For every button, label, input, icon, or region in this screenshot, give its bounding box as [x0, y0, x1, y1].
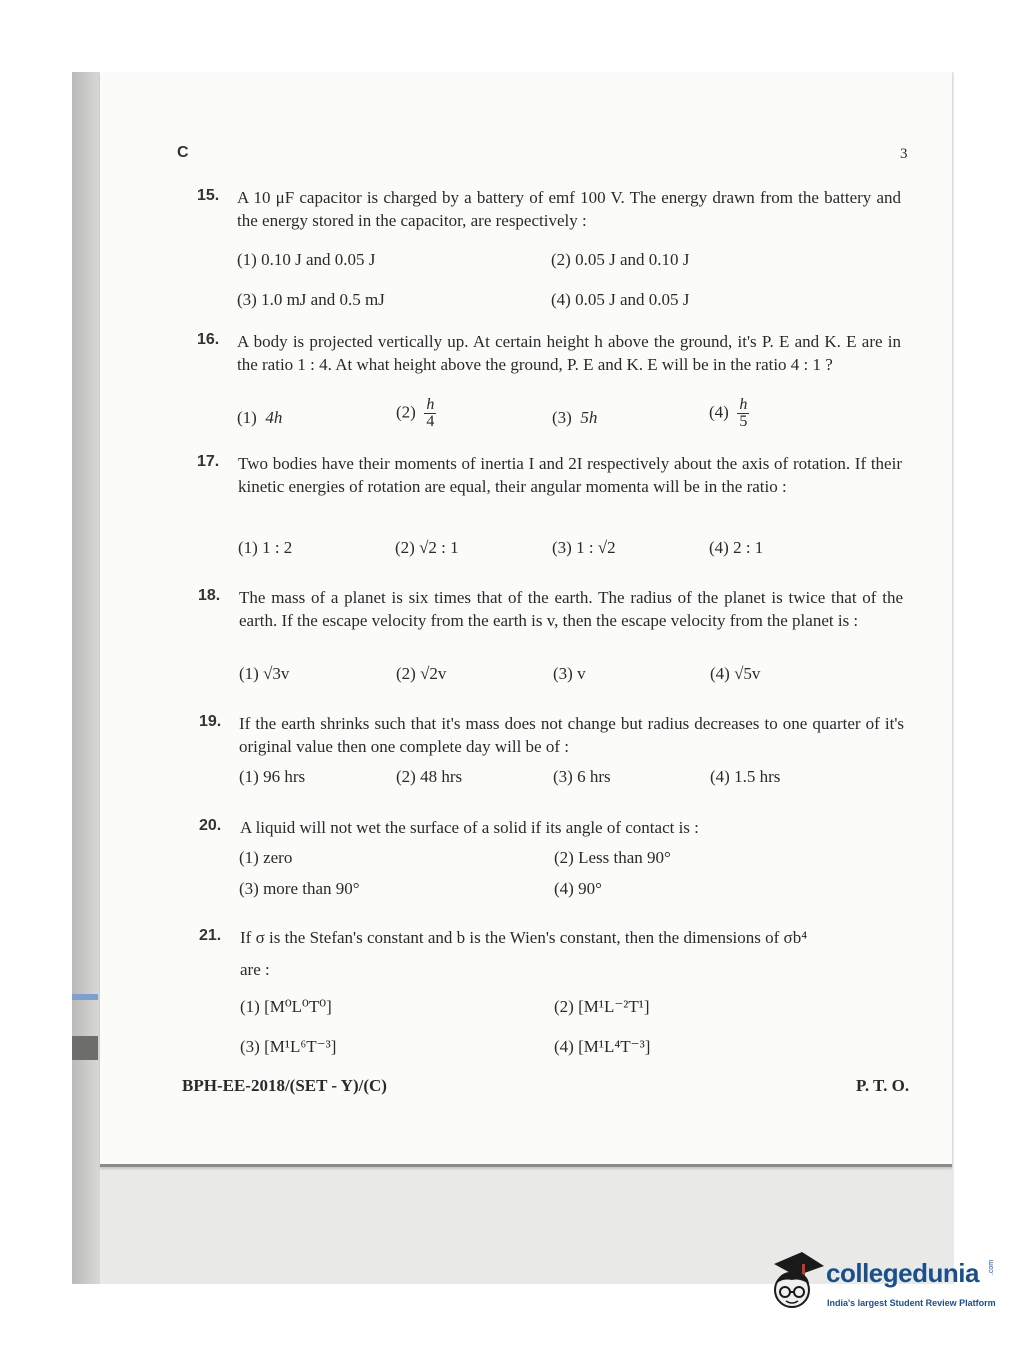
paper-code: BPH-EE-2018/(SET - Y)/(C): [182, 1076, 387, 1095]
question-number: 17.: [197, 453, 220, 470]
question-number: 20.: [199, 817, 222, 834]
option-value: 5h: [580, 408, 598, 427]
option-number: (3): [552, 408, 572, 427]
graduate-mascot-icon: [766, 1250, 826, 1314]
option: (3) 6 hrs: [553, 767, 611, 786]
option: (3) more than 90°: [239, 879, 360, 898]
option: (4) 90°: [554, 879, 602, 898]
option: (4) 1.5 hrs: [710, 767, 781, 786]
option: (2) 48 hrs: [396, 767, 463, 786]
option: (1) √3v: [239, 664, 290, 683]
fraction: [424, 397, 436, 430]
option: (4) 2 : 1: [709, 538, 764, 557]
option: (3) 1 : √2: [552, 538, 616, 557]
scan-edge-mark: [72, 1036, 98, 1060]
option: (2) [M¹L⁻²T¹]: [554, 997, 650, 1016]
question-number: 15.: [197, 187, 220, 204]
option: (1) 1 : 2: [238, 538, 293, 557]
option: (4) [M¹L⁴T⁻³]: [554, 1037, 651, 1056]
brand-name: collegedunia: [826, 1258, 979, 1288]
question-text: A body is projected vertically up. At certain height h above the ground, it's P. E and K. E are in the ratio 1 : 4. At what height above the ground, P. E and K. E will be in the ratio 4 : 1 ?: [237, 332, 901, 374]
question-text: A 10 μF capacitor is charged by a battery of emf 100 V. The energy drawn from the battery and the energy stored in the capacitor, are respectively :: [237, 188, 901, 230]
question-number: 18.: [198, 587, 221, 604]
option: (4) 0.05 J and 0.05 J: [551, 290, 690, 309]
option: [396, 397, 436, 430]
fraction: [737, 397, 749, 430]
option: (1) [M⁰L⁰T⁰]: [240, 997, 332, 1016]
option: (2) 0.05 J and 0.10 J: [551, 250, 690, 269]
brand-tagline: India's largest Student Review Platform: [827, 1298, 996, 1308]
fraction-numerator: h: [426, 396, 435, 413]
question-text: If the earth shrinks such that it's mass does not change but radius decreases to one quarter of it's original value then one complete day will be of :: [239, 714, 904, 756]
option: [709, 397, 749, 430]
option-value: 4h: [265, 408, 283, 427]
option: (3) 1.0 mJ and 0.5 mJ: [237, 290, 385, 309]
option: (2) √2v: [396, 664, 447, 683]
pto-label: P. T. O.: [856, 1076, 910, 1095]
option: (4) √5v: [710, 664, 761, 683]
option: (2) √2 : 1: [395, 538, 459, 557]
question-number: 21.: [199, 927, 222, 944]
fraction-denominator: 4: [426, 413, 435, 430]
option: (1) 96 hrs: [239, 767, 306, 786]
scan-edge-mark: [72, 994, 98, 1000]
question-text-continued: are :: [240, 960, 270, 979]
question-text: The mass of a planet is six times that of the earth. The radius of the planet is twice that of the earth. If the escape velocity from the earth is v, then the escape velocity from the planet is :: [239, 588, 903, 630]
option: (3) [M¹L⁶T⁻³]: [240, 1037, 337, 1056]
option: (1) 0.10 J and 0.05 J: [237, 250, 376, 269]
question-text: If σ is the Stefan's constant and b is the Wien's constant, then the dimensions of σb⁴: [240, 928, 808, 947]
page-number: 3: [900, 146, 908, 162]
option-number: (2): [396, 402, 416, 422]
question-number: 16.: [197, 331, 220, 348]
collegedunia-watermark: [766, 1250, 1006, 1320]
option: (2) Less than 90°: [554, 848, 671, 867]
scan-left-edge: [72, 72, 100, 1284]
fraction-numerator: h: [739, 396, 748, 413]
option: [552, 408, 597, 428]
question-text: A liquid will not wet the surface of a solid if its angle of contact is :: [240, 818, 699, 837]
question-text: Two bodies have their moments of inertia I and 2I respectively about the axis of rotation. If their kinetic energies of rotation are equal, their angular momenta will be in the ratio :: [238, 454, 902, 496]
question-number: 19.: [199, 713, 222, 730]
set-code: C: [177, 144, 189, 161]
option: (1) zero: [239, 848, 293, 867]
option-number: (1): [237, 408, 257, 427]
fraction-denominator: 5: [739, 413, 748, 430]
option: [237, 408, 282, 428]
brand-domain: .com: [988, 1259, 996, 1276]
option: (3) v: [553, 664, 586, 683]
option-number: (4): [709, 402, 729, 422]
